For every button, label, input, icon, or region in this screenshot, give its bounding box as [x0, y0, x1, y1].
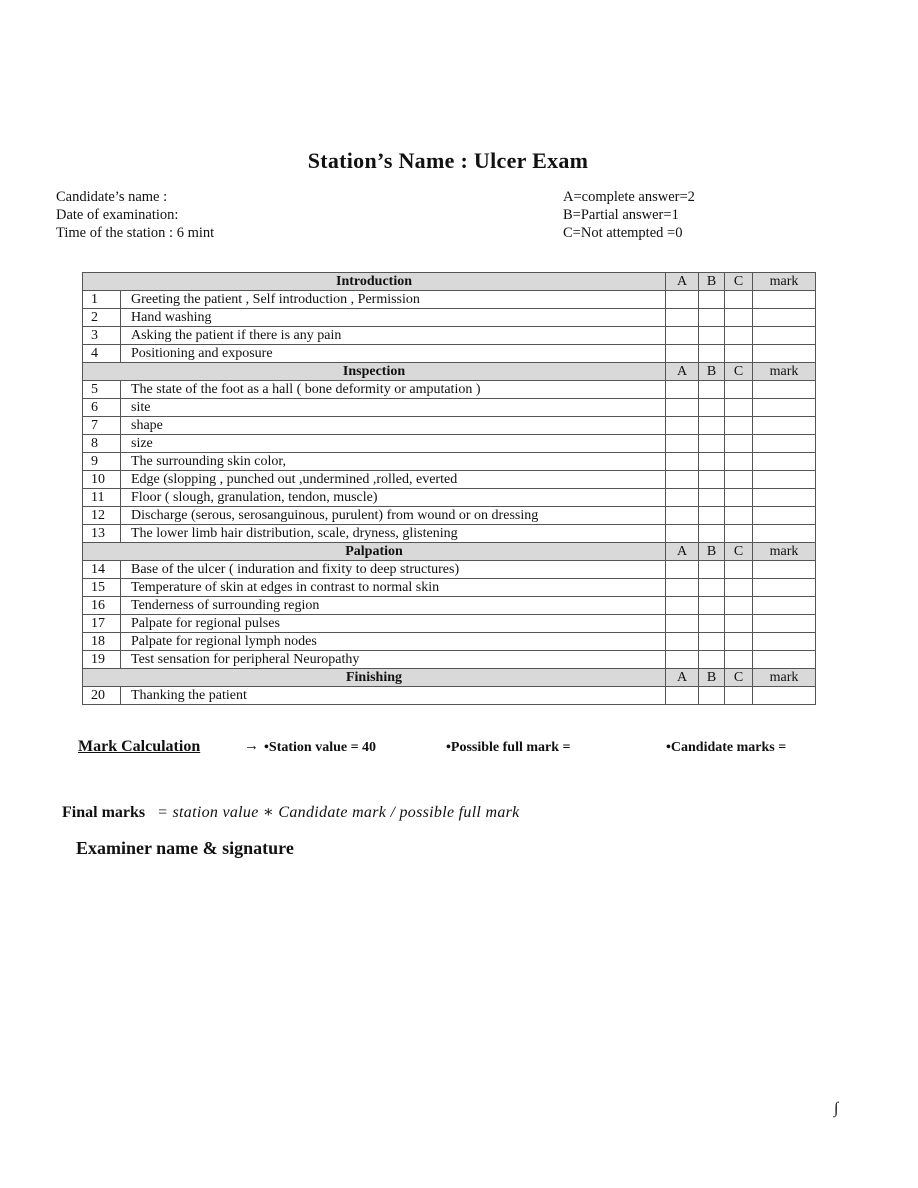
- score-cell-a[interactable]: [666, 489, 699, 507]
- section-title: Palpation: [83, 543, 666, 561]
- item-text: Tenderness of surrounding region: [121, 597, 666, 615]
- score-cell-mark[interactable]: [753, 525, 816, 543]
- item-number: 20: [83, 687, 121, 705]
- score-cell-c[interactable]: [725, 489, 753, 507]
- station-value: •Station value = 40: [264, 740, 377, 755]
- candidate-marks: •Candidate marks =: [666, 740, 787, 755]
- table-row: [83, 687, 816, 705]
- score-cell-a[interactable]: [666, 417, 699, 435]
- item-number: 4: [83, 345, 121, 363]
- item-text: The lower limb hair distribution, scale, dryness, glistening: [121, 525, 666, 543]
- score-cell-c[interactable]: [725, 561, 753, 579]
- score-cell-a[interactable]: [666, 471, 699, 489]
- item-number: 15: [83, 579, 121, 597]
- section-header-row: [83, 543, 816, 561]
- legend-c: C=Not attempted =0: [563, 225, 683, 241]
- item-text: size: [121, 435, 666, 453]
- score-cell-b[interactable]: [699, 615, 725, 633]
- score-cell-c[interactable]: [725, 651, 753, 669]
- item-number: 1: [83, 291, 121, 309]
- page-mark: ∫: [834, 1100, 839, 1117]
- mark-calculation-label: Mark Calculation: [78, 738, 201, 755]
- table-row: [83, 417, 816, 435]
- score-cell-c[interactable]: [725, 399, 753, 417]
- table-row: [83, 633, 816, 651]
- table-row: [83, 309, 816, 327]
- score-cell-b[interactable]: [699, 399, 725, 417]
- item-number: 11: [83, 489, 121, 507]
- score-cell-a[interactable]: [666, 633, 699, 651]
- station-time-label: Time of the station : 6 mint: [56, 225, 215, 241]
- table-row: [83, 291, 816, 309]
- item-number: 12: [83, 507, 121, 525]
- arrow-icon: →: [244, 738, 259, 754]
- score-cell-mark[interactable]: [753, 399, 816, 417]
- table-row: [83, 525, 816, 543]
- exam-date-label: Date of examination:: [56, 207, 179, 223]
- item-text: Palpate for regional pulses: [121, 615, 666, 633]
- score-cell-b[interactable]: [699, 561, 725, 579]
- score-cell-mark[interactable]: [753, 345, 816, 363]
- score-cell-b[interactable]: [699, 453, 725, 471]
- score-cell-c[interactable]: [725, 525, 753, 543]
- column-header-mark: mark: [753, 363, 816, 381]
- score-cell-b[interactable]: [699, 435, 725, 453]
- score-cell-mark[interactable]: [753, 327, 816, 345]
- score-cell-a[interactable]: [666, 309, 699, 327]
- section-header-row: [83, 363, 816, 381]
- section-header-row: [83, 273, 816, 291]
- column-header-c: C: [725, 669, 753, 687]
- table-row: [83, 435, 816, 453]
- score-cell-mark[interactable]: [753, 381, 816, 399]
- section-title: Introduction: [83, 273, 666, 291]
- score-cell-a[interactable]: [666, 687, 699, 705]
- score-cell-b[interactable]: [699, 633, 725, 651]
- score-cell-a[interactable]: [666, 399, 699, 417]
- table-row: [83, 651, 816, 669]
- score-cell-a[interactable]: [666, 579, 699, 597]
- column-header-b: B: [699, 273, 725, 291]
- item-text: Hand washing: [121, 309, 666, 327]
- score-cell-b[interactable]: [699, 309, 725, 327]
- table-row: [83, 561, 816, 579]
- item-text: Asking the patient if there is any pain: [121, 327, 666, 345]
- score-cell-a[interactable]: [666, 615, 699, 633]
- score-cell-c[interactable]: [725, 471, 753, 489]
- item-number: 13: [83, 525, 121, 543]
- possible-full-mark: •Possible full mark =: [446, 740, 571, 755]
- score-cell-mark[interactable]: [753, 561, 816, 579]
- column-header-b: B: [699, 363, 725, 381]
- score-cell-mark[interactable]: [753, 597, 816, 615]
- table-row: [83, 381, 816, 399]
- section-title: Finishing: [83, 669, 666, 687]
- candidate-name-label: Candidate’s name :: [56, 189, 168, 205]
- item-number: 7: [83, 417, 121, 435]
- score-cell-mark[interactable]: [753, 417, 816, 435]
- column-header-a: A: [666, 273, 699, 291]
- table-row: [83, 327, 816, 345]
- item-number: 18: [83, 633, 121, 651]
- legend-a: A=complete answer=2: [563, 189, 695, 205]
- item-number: 8: [83, 435, 121, 453]
- score-cell-b[interactable]: [699, 687, 725, 705]
- score-cell-a[interactable]: [666, 435, 699, 453]
- section-title: Inspection: [83, 363, 666, 381]
- score-cell-a[interactable]: [666, 453, 699, 471]
- item-text: Edge (slopping , punched out ,undermined ,rolled, everted: [121, 471, 666, 489]
- final-marks: [62, 802, 520, 822]
- item-text: Palpate for regional lymph nodes: [121, 633, 666, 651]
- section-header-row: [83, 669, 816, 687]
- final-marks-formula: = station value ∗ Candidate mark / possible full mark: [157, 804, 520, 821]
- item-text: Test sensation for peripheral Neuropathy: [121, 651, 666, 669]
- item-text: shape: [121, 417, 666, 435]
- item-number: 5: [83, 381, 121, 399]
- item-number: 14: [83, 561, 121, 579]
- score-cell-b[interactable]: [699, 597, 725, 615]
- score-cell-c[interactable]: [725, 633, 753, 651]
- table-row: [83, 615, 816, 633]
- item-number: 16: [83, 597, 121, 615]
- item-number: 17: [83, 615, 121, 633]
- score-cell-b[interactable]: [699, 327, 725, 345]
- score-cell-a[interactable]: [666, 651, 699, 669]
- score-cell-a[interactable]: [666, 525, 699, 543]
- final-marks-label: Final marks: [62, 804, 146, 821]
- table-row: [83, 579, 816, 597]
- item-number: 2: [83, 309, 121, 327]
- item-text: site: [121, 399, 666, 417]
- score-cell-a[interactable]: [666, 561, 699, 579]
- column-header-mark: mark: [753, 669, 816, 687]
- scoring-legend: [563, 188, 695, 242]
- score-cell-mark[interactable]: [753, 471, 816, 489]
- score-cell-mark[interactable]: [753, 291, 816, 309]
- score-cell-mark[interactable]: [753, 435, 816, 453]
- column-header-c: C: [725, 543, 753, 561]
- table-row: [83, 453, 816, 471]
- column-header-a: A: [666, 669, 699, 687]
- score-cell-c[interactable]: [725, 597, 753, 615]
- item-text: The state of the foot as a hall ( bone deformity or amputation ): [121, 381, 666, 399]
- column-header-c: C: [725, 273, 753, 291]
- score-cell-c[interactable]: [725, 507, 753, 525]
- score-cell-mark[interactable]: [753, 651, 816, 669]
- table-row: [83, 399, 816, 417]
- score-cell-c[interactable]: [725, 327, 753, 345]
- item-text: Discharge (serous, serosanguinous, purulent) from wound or on dressing: [121, 507, 666, 525]
- legend-b: B=Partial answer=1: [563, 207, 679, 223]
- score-cell-b[interactable]: [699, 345, 725, 363]
- item-text: The surrounding skin color,: [121, 453, 666, 471]
- score-cell-mark[interactable]: [753, 579, 816, 597]
- score-cell-a[interactable]: [666, 507, 699, 525]
- item-text: Temperature of skin at edges in contrast to normal skin: [121, 579, 666, 597]
- item-number: 10: [83, 471, 121, 489]
- table-row: [83, 507, 816, 525]
- score-cell-b[interactable]: [699, 507, 725, 525]
- column-header-b: B: [699, 543, 725, 561]
- score-cell-c[interactable]: [725, 579, 753, 597]
- examiner-signature: Examiner name & signature: [76, 838, 294, 858]
- table-row: [83, 597, 816, 615]
- score-cell-a[interactable]: [666, 345, 699, 363]
- score-cell-mark[interactable]: [753, 309, 816, 327]
- score-cell-c[interactable]: [725, 309, 753, 327]
- item-text: Greeting the patient , Self introduction , Permission: [121, 291, 666, 309]
- score-cell-mark[interactable]: [753, 615, 816, 633]
- score-cell-a[interactable]: [666, 291, 699, 309]
- score-cell-b[interactable]: [699, 471, 725, 489]
- score-cell-b[interactable]: [699, 525, 725, 543]
- score-cell-b[interactable]: [699, 291, 725, 309]
- item-text: Floor ( slough, granulation, tendon, muscle): [121, 489, 666, 507]
- score-cell-b[interactable]: [699, 381, 725, 399]
- score-cell-c[interactable]: [725, 381, 753, 399]
- checklist-table: [82, 272, 816, 705]
- score-cell-b[interactable]: [699, 651, 725, 669]
- score-cell-mark[interactable]: [753, 687, 816, 705]
- checklist-body: [83, 273, 816, 705]
- column-header-c: C: [725, 363, 753, 381]
- score-cell-a[interactable]: [666, 327, 699, 345]
- score-cell-b[interactable]: [699, 489, 725, 507]
- score-cell-b[interactable]: [699, 417, 725, 435]
- score-cell-mark[interactable]: [753, 453, 816, 471]
- item-number: 6: [83, 399, 121, 417]
- column-header-b: B: [699, 669, 725, 687]
- score-cell-a[interactable]: [666, 597, 699, 615]
- score-cell-mark[interactable]: [753, 633, 816, 651]
- column-header-a: A: [666, 363, 699, 381]
- item-text: Positioning and exposure: [121, 345, 666, 363]
- score-cell-c[interactable]: [725, 435, 753, 453]
- score-cell-c[interactable]: [725, 417, 753, 435]
- table-row: [83, 471, 816, 489]
- item-number: 9: [83, 453, 121, 471]
- item-number: 19: [83, 651, 121, 669]
- score-cell-c[interactable]: [725, 453, 753, 471]
- page-title: Station’s Name : Ulcer Exam: [307, 148, 589, 173]
- score-cell-c[interactable]: [725, 687, 753, 705]
- candidate-info: [56, 188, 214, 242]
- table-row: [83, 345, 816, 363]
- column-header-mark: mark: [753, 543, 816, 561]
- item-text: Thanking the patient: [121, 687, 666, 705]
- column-header-a: A: [666, 543, 699, 561]
- score-cell-b[interactable]: [699, 579, 725, 597]
- score-cell-mark[interactable]: [753, 489, 816, 507]
- score-cell-mark[interactable]: [753, 507, 816, 525]
- item-text: Base of the ulcer ( induration and fixity to deep structures): [121, 561, 666, 579]
- score-cell-c[interactable]: [725, 345, 753, 363]
- score-cell-c[interactable]: [725, 291, 753, 309]
- score-cell-c[interactable]: [725, 615, 753, 633]
- column-header-mark: mark: [753, 273, 816, 291]
- table-row: [83, 489, 816, 507]
- item-number: 3: [83, 327, 121, 345]
- score-cell-a[interactable]: [666, 381, 699, 399]
